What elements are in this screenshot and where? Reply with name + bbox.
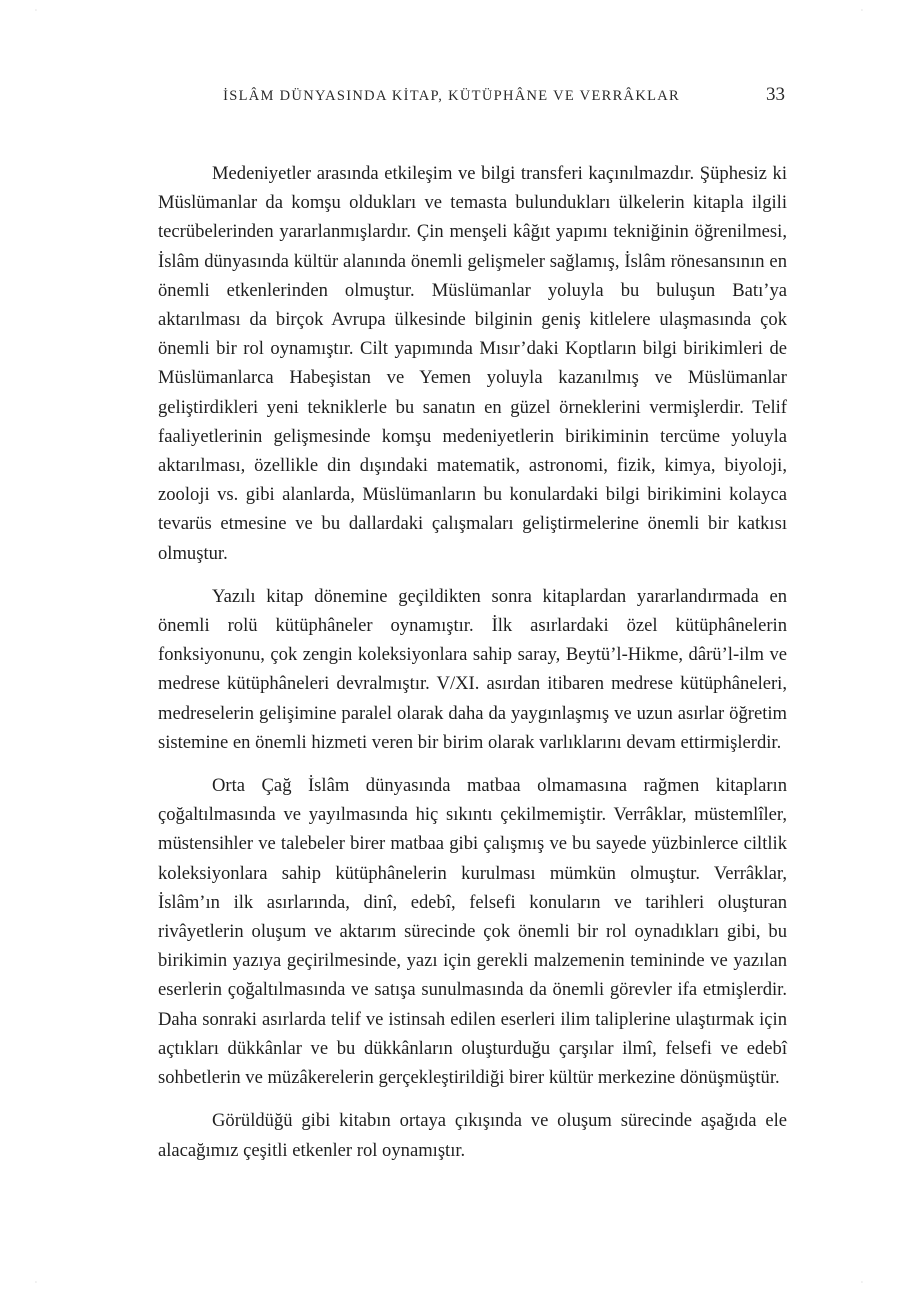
crop-mark: · [860,6,864,15]
crop-mark: · [860,1278,864,1287]
running-title: İSLÂM DÜNYASINDA KİTAP, KÜTÜPHÂNE VE VERRÂKLAR [223,88,680,104]
paragraph: Görüldüğü gibi kitabın ortaya çıkışında ve oluşum sürecinde aşağıda ele alacağımız çeşitli etkenler rol oynamıştır. [158,1110,787,1161]
paragraph: Yazılı kitap dönemine geçildikten sonra kitaplardan yararlandırmada en önemli rolü kütüphâneler oynamıştır. İlk asırlardaki özel kütüphânelerin fonksiyonunu, çok zengin koleksiyonlara sahip saray, Beytü’l-Hikme, dârü’l-ilm ve medrese kütüphâneleri devralmıştır. V/XI. asırdan itibaren medrese kütüphâneleri, medreselerin gelişimine paralel olarak daha da yaygınlaşmış ve uzun asırlar öğretim sistemine en önemli hizmeti veren bir birim olarak varlıklarını devam ettirmişlerdir. [158,585,787,753]
paragraph: Orta Çağ İslâm dünyasında matbaa olmamasına rağmen kitapların çoğaltılmasında ve yayılmasında hiç sıkıntı çekilmemiştir. Verrâklar, müstemlîler, müstensihler ve talebeler birer matbaa gibi çalışmış ve bu sayede yüzbinlerce ciltlik koleksiyonlara sahip kütüphânelerin kurulması mümkün olmuştur. Verrâklar, İslâm’ın ilk asırlarında, dinî, edebî, felsefi konuların ve tarihleri oluşturan rivâyetlerin oluşum ve aktarım sürecinde çok önemli bir rol oynadıkları gibi, bu birikimin yazıya geçirilmesinde, yazı için gerekli malzemenin temininde ve yazılan eserlerin çoğaltılmasında ve satışa sunulmasında da önemli görevler ifa etmişlerdir. Daha sonraki asırlarda telif ve istinsah edilen eserleri ilim taliplerine ulaştırmak için açtıkları dükkânlar ve bu dükkânların oluşturduğu çarşılar ilmî, felsefi ve edebî sohbetlerin ve müzâkerelerin gerçekleştirildiği birer kültür merkezine dönüşmüştür. [158,775,787,1089]
running-header [150,84,785,110]
paragraph: Medeniyetler arasında etkileşim ve bilgi transferi kaçınılmazdır. Şüphesiz ki Müslümanlar da komşu oldukları ve temasta bulundukları ülkelerin kitapla ilgili tecrübelerinden yararlanmışlardır. Çin menşeli kâğıt yapımı tekniğinin öğrenilmesi, İslâm dünyasında kültür alanında önemli gelişmeler sağlamış, İslâm rönesansının en önemli etkenlerinden olmuştur. Müslümanlar yoluyla bu buluşun Batı’ya aktarılması da birçok Avrupa ülkesinde bilginin geniş kitlelere ulaşmasında çok önemli bir rol oynamıştır. Cilt yapımında Mısır’daki Koptların bilgi birikimleri de Müslümanlarca Habeşistan ve Yemen yoluyla kazanılmış ve Müslümanlar geliştirdikleri yeni tekniklerle bu sanatın en güzel örneklerini vermişlerdir. Telif faaliyetlerinin gelişmesinde komşu medeniyetlerin birikiminin tercüme yoluyla aktarılması, özellikle din dışındaki matematik, astronomi, fizik, kimya, biyoloji, zooloji vs. gibi alanlarda, Müslümanların bu konulardaki bilgi birikimini kolayca tevarüs etmesine ve bu dallardaki çalışmaları geliştirmelerine önemli bir katkısı olmuştur. [158,163,787,564]
crop-mark: · [34,6,38,15]
crop-mark: · [34,1278,38,1287]
body-text [158,159,787,1179]
page-number: 33 [766,84,785,105]
